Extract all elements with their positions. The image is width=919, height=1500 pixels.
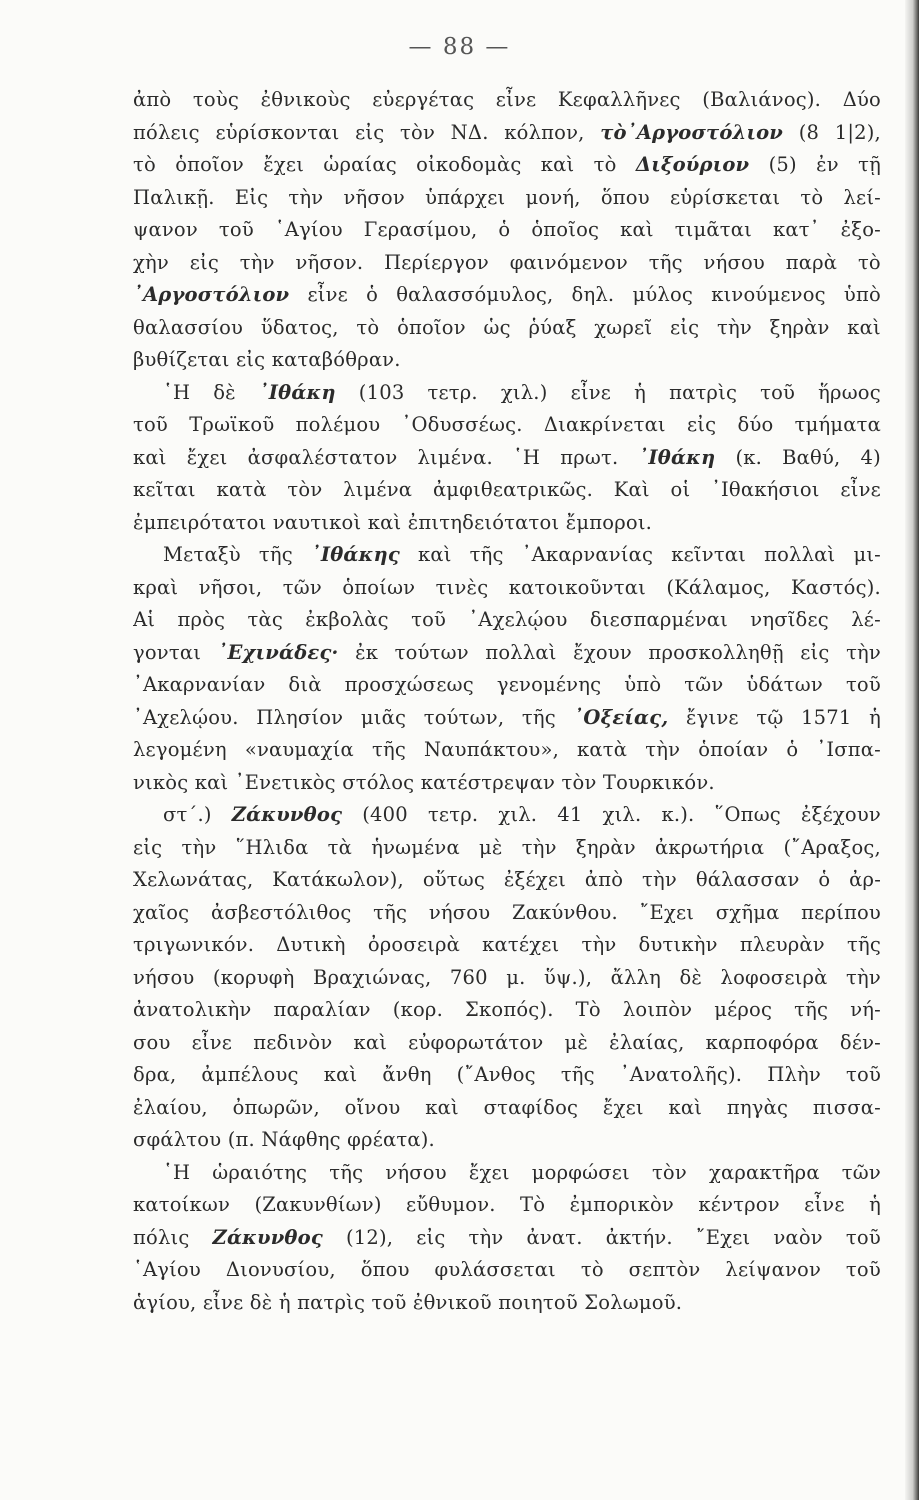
- text-line: εἰς τὴν ῞Ηλιδα τὰ ἡνωμένα μὲ τὴν ξηρὰν ἀκρωτήρια (῎Αραξος,: [133, 835, 881, 859]
- text-line: θαλασσίου ὕδατος, τὸ ὁποῖον ὡς ῥύαξ χωρεῖ εἰς τὴν ξηρὰν καὶ: [133, 315, 881, 339]
- paragraph: [133, 84, 881, 377]
- text-line: Μεταξὺ τῆς ᾿Ιθάκης καὶ τῆς ᾿Ακαρνανίας κεῖνται πολλαὶ μι-: [163, 543, 881, 566]
- text-line: χὴν εἰς τὴν νῆσον. Περίεργον φαινόμενον τῆς νήσου παρὰ τὸ: [133, 250, 881, 274]
- text-line: ἁγίου, εἶνε δὲ ἡ πατρὶς τοῦ ἐθνικοῦ ποιητοῦ Σολωμοῦ.: [133, 1290, 683, 1314]
- text-line: σφάλτου (π. Νάφθης φρέατα).: [133, 1128, 435, 1151]
- text-line: ῾Η δὲ ᾿Ιθάκη (103 τετρ. χιλ.) εἶνε ἡ πατρὶς τοῦ ἥρωος: [163, 380, 881, 404]
- text-line: Χελωνάτας, Κατάκωλον), οὕτως ἐξέχει ἀπὸ τὴν θάλασσαν ὁ ἀρ-: [133, 868, 881, 891]
- text-line: Αἱ πρὸς τὰς ἐκβολὰς τοῦ ᾿Αχελῴου διεσπαρμέναι νησῖδες λέ-: [133, 608, 881, 631]
- paragraph: [133, 377, 881, 540]
- page-number: — 88 —: [408, 34, 511, 60]
- text-line: κεῖται κατὰ τὸν λιμένα ἀμφιθεατρικῶς. Καὶ οἱ ᾿Ιθακήσιοι εἶνε: [133, 478, 881, 501]
- text-line: λεγομένη «ναυμαχία τῆς Ναυπάκτου», κατὰ τὴν ὁποίαν ὁ ᾿Ισπα-: [133, 738, 881, 761]
- text-line: ῾Αγίου Διονυσίου, ὅπου φυλάσσεται τὸ σεπτὸν λείψανον τοῦ: [133, 1258, 881, 1281]
- text-line: ᾿Αργοστόλιον εἶνε ὁ θαλασσόμυλος, δηλ. μύλος κινούμενος ὑπὸ: [133, 283, 881, 306]
- text-line: χαῖος ἀσβεστόλιθος τῆς νήσου Ζακύνθου. ῎Εχει σχῆμα περίπου: [133, 900, 881, 924]
- text-line: νικὸς καὶ ᾿Ενετικὸς στόλος κατέστρεψαν τὸν Τουρκικόν.: [133, 770, 715, 794]
- text-line: ἀνατολικὴν παραλίαν (κορ. Σκοπός). Τὸ λοιπὸν μέρος τῆς νή-: [133, 998, 881, 1021]
- text-line: βυθίζεται εἰς καταβόθραν.: [133, 348, 401, 371]
- text-line: κραὶ νῆσοι, τῶν ὁποίων τινὲς κατοικοῦνται (Κάλαμος, Καστός).: [133, 575, 881, 599]
- text-line: γονται ᾿Εχινάδες· ἐκ τούτων πολλαὶ ἔχουν προσκολληθῇ εἰς τὴν: [133, 640, 881, 664]
- text-line: καὶ ἔχει ἀσφαλέστατον λιμένα. ῾Η πρωτ. ᾿Ιθάκη (κ. Βαθύ, 4): [133, 445, 881, 469]
- text-line: ἐμπειρότατοι ναυτικοὶ καὶ ἐπιτηδειότατοι ἔμποροι.: [133, 510, 653, 534]
- text-line: τοῦ Τρωϊκοῦ πολέμου ᾿Οδυσσέως. Διακρίνεται εἰς δύο τμήματα: [133, 413, 881, 436]
- paragraph: [133, 799, 881, 1157]
- body-text: [133, 84, 881, 1319]
- text-line: ῾Η ὡραιότης τῆς νήσου ἔχει μορφώσει τὸν χαρακτῆρα τῶν: [163, 1160, 881, 1184]
- text-line: ἐλαίου, ὀπωρῶν, οἴνου καὶ σταφίδος ἔχει καὶ πηγὰς πισσα-: [133, 1095, 881, 1119]
- text-line: νήσου (κορυφὴ Βραχιώνας, 760 μ. ὕψ.), ἄλλη δὲ λοφοσειρὰ τὴν: [133, 965, 881, 989]
- paragraph: [133, 539, 881, 799]
- paragraph: [133, 1157, 881, 1320]
- text-line: στ΄.) Ζάκυνθος (400 τετρ. χιλ. 41 χιλ. κ.). ῞Οπως ἐξέχουν: [163, 803, 881, 826]
- text-line: πόλις Ζάκυνθος (12), εἰς τὴν ἀνατ. ἀκτήν. ῎Εχει ναὸν τοῦ: [133, 1225, 881, 1249]
- text-line: Παλικῇ. Εἰς τὴν νῆσον ὑπάρχει μονή, ὅπου εὑρίσκεται τὸ λεί-: [133, 185, 881, 209]
- text-line: δρα, ἀμπέλους καὶ ἄνθη (῎Ανθος τῆς ᾿Ανατολῆς). Πλὴν τοῦ: [133, 1063, 881, 1086]
- text-line: ψανον τοῦ ῾Αγίου Γερασίμου, ὁ ὁποῖος καὶ τιμᾶται κατ᾿ ἐξο-: [133, 218, 881, 241]
- text-line: σου εἶνε πεδινὸν καὶ εὐφορωτάτον μὲ ἐλαίας, καρποφόρα δέν-: [133, 1030, 881, 1054]
- text-line: τὸ ὁποῖον ἔχει ὡραίας οἰκοδομὰς καὶ τὸ Διξούριον (5) ἐν τῇ: [133, 153, 881, 176]
- text-line: ἀπὸ τοὺς ἐθνικοὺς εὐεργέτας εἶνε Κεφαλλῆνες (Βαλιάνος). Δύο: [133, 88, 881, 111]
- page-binding-edge: [905, 0, 919, 1500]
- text-line: τριγωνικόν. Δυτικὴ ὀροσειρὰ κατέχει τὴν δυτικὴν πλευρὰν τῆς: [133, 933, 881, 956]
- text-line: ᾿Ακαρνανίαν διὰ προσχώσεως γενομένης ὑπὸ τῶν ὑδάτων τοῦ: [133, 673, 881, 696]
- text-line: ᾿Αχελῴου. Πλησίον μιᾶς τούτων, τῆς ᾿Οξείας, ἔγινε τῷ 1571 ἡ: [133, 705, 881, 729]
- text-line: πόλεις εὑρίσκονται εἰς τὸν ΝΔ. κόλπον, τὸ᾿Αργοστόλιον (8 1|2),: [133, 120, 881, 144]
- text-line: κατοίκων (Ζακυνθίων) εὔθυμον. Τὸ ἐμπορικὸν κέντρον εἶνε ἡ: [133, 1193, 881, 1216]
